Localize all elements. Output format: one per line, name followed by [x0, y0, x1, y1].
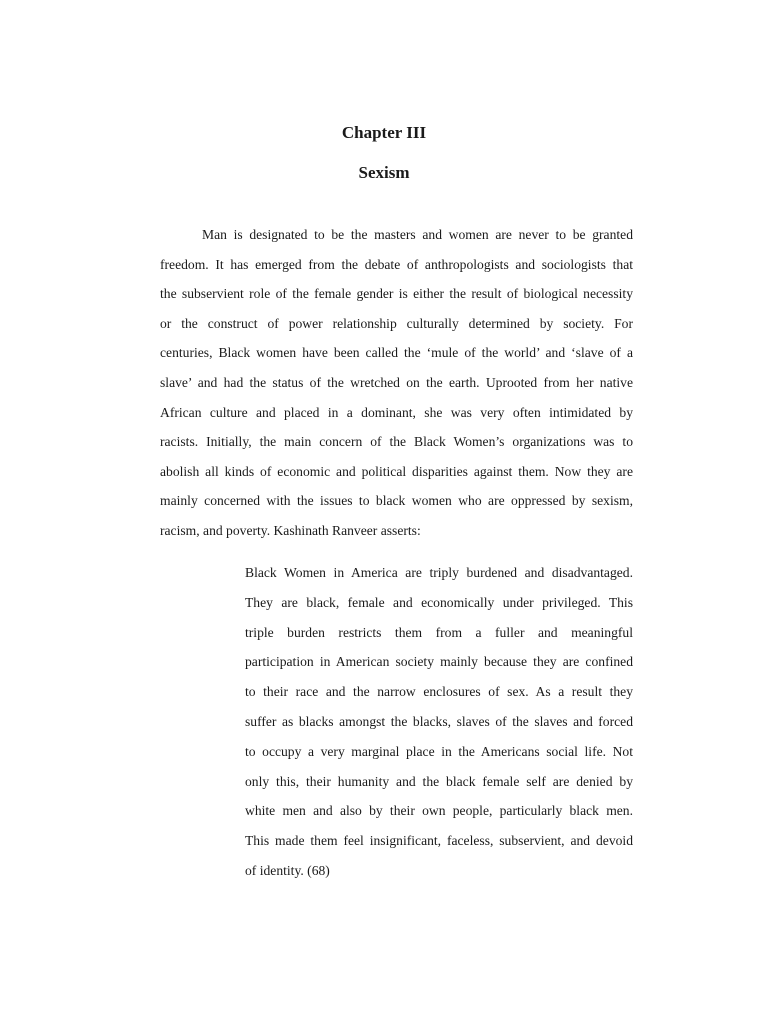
- chapter-subtitle: Sexism: [358, 163, 410, 182]
- quote-line: only this, their humanity and the black female self are denied by: [245, 773, 633, 789]
- quote-line: participation in American society mainly because they are confined: [245, 654, 633, 670]
- paragraph-line: centuries, Black women have been called the ‘mule of the world’ and ‘slave of a: [160, 345, 633, 361]
- quote-line: This made them feel insignificant, faceless, subservient, and devoid: [245, 833, 633, 849]
- quote-line: to their race and the narrow enclosures of sex. As a result they: [245, 684, 633, 700]
- quote-line: suffer as blacks amongst the blacks, slaves of the slaves and forced: [245, 713, 633, 729]
- quote-line: triple burden restricts them from a fuller and meaningful: [245, 624, 633, 640]
- paragraph-line: or the construct of power relationship culturally determined by society. For: [160, 315, 633, 331]
- quote-line: white men and also by their own people, particularly black men.: [245, 803, 633, 819]
- body-paragraph: [160, 220, 633, 546]
- paragraph-line: the subservient role of the female gender is either the result of biological necessity: [160, 286, 633, 302]
- block-quote: [245, 558, 633, 886]
- paragraph-line: freedom. It has emerged from the debate of anthropologists and sociologists that: [160, 256, 633, 272]
- paragraph-line: slave’ and had the status of the wretched on the earth. Uprooted from her native: [160, 374, 633, 390]
- quote-line: to occupy a very marginal place in the Americans social life. Not: [245, 743, 633, 759]
- quote-line: of identity. (68): [245, 862, 330, 878]
- quote-line: Black Women in America are triply burdened and disadvantaged.: [245, 565, 633, 580]
- paragraph-line: Man is designated to be the masters and women are never to be granted: [202, 227, 633, 242]
- paragraph-line: racism, and poverty. Kashinath Ranveer asserts:: [160, 522, 421, 538]
- paragraph-line: mainly concerned with the issues to black women who are oppressed by sexism,: [160, 493, 633, 509]
- chapter-title: Chapter III: [341, 123, 427, 142]
- paragraph-line: African culture and placed in a dominant, she was very often intimidated by: [160, 404, 633, 420]
- paragraph-line: abolish all kinds of economic and political disparities against them. Now they are: [160, 463, 633, 479]
- quote-line: They are black, female and economically under privileged. This: [245, 594, 633, 610]
- paragraph-line: racists. Initially, the main concern of the Black Women’s organizations was to: [160, 434, 633, 450]
